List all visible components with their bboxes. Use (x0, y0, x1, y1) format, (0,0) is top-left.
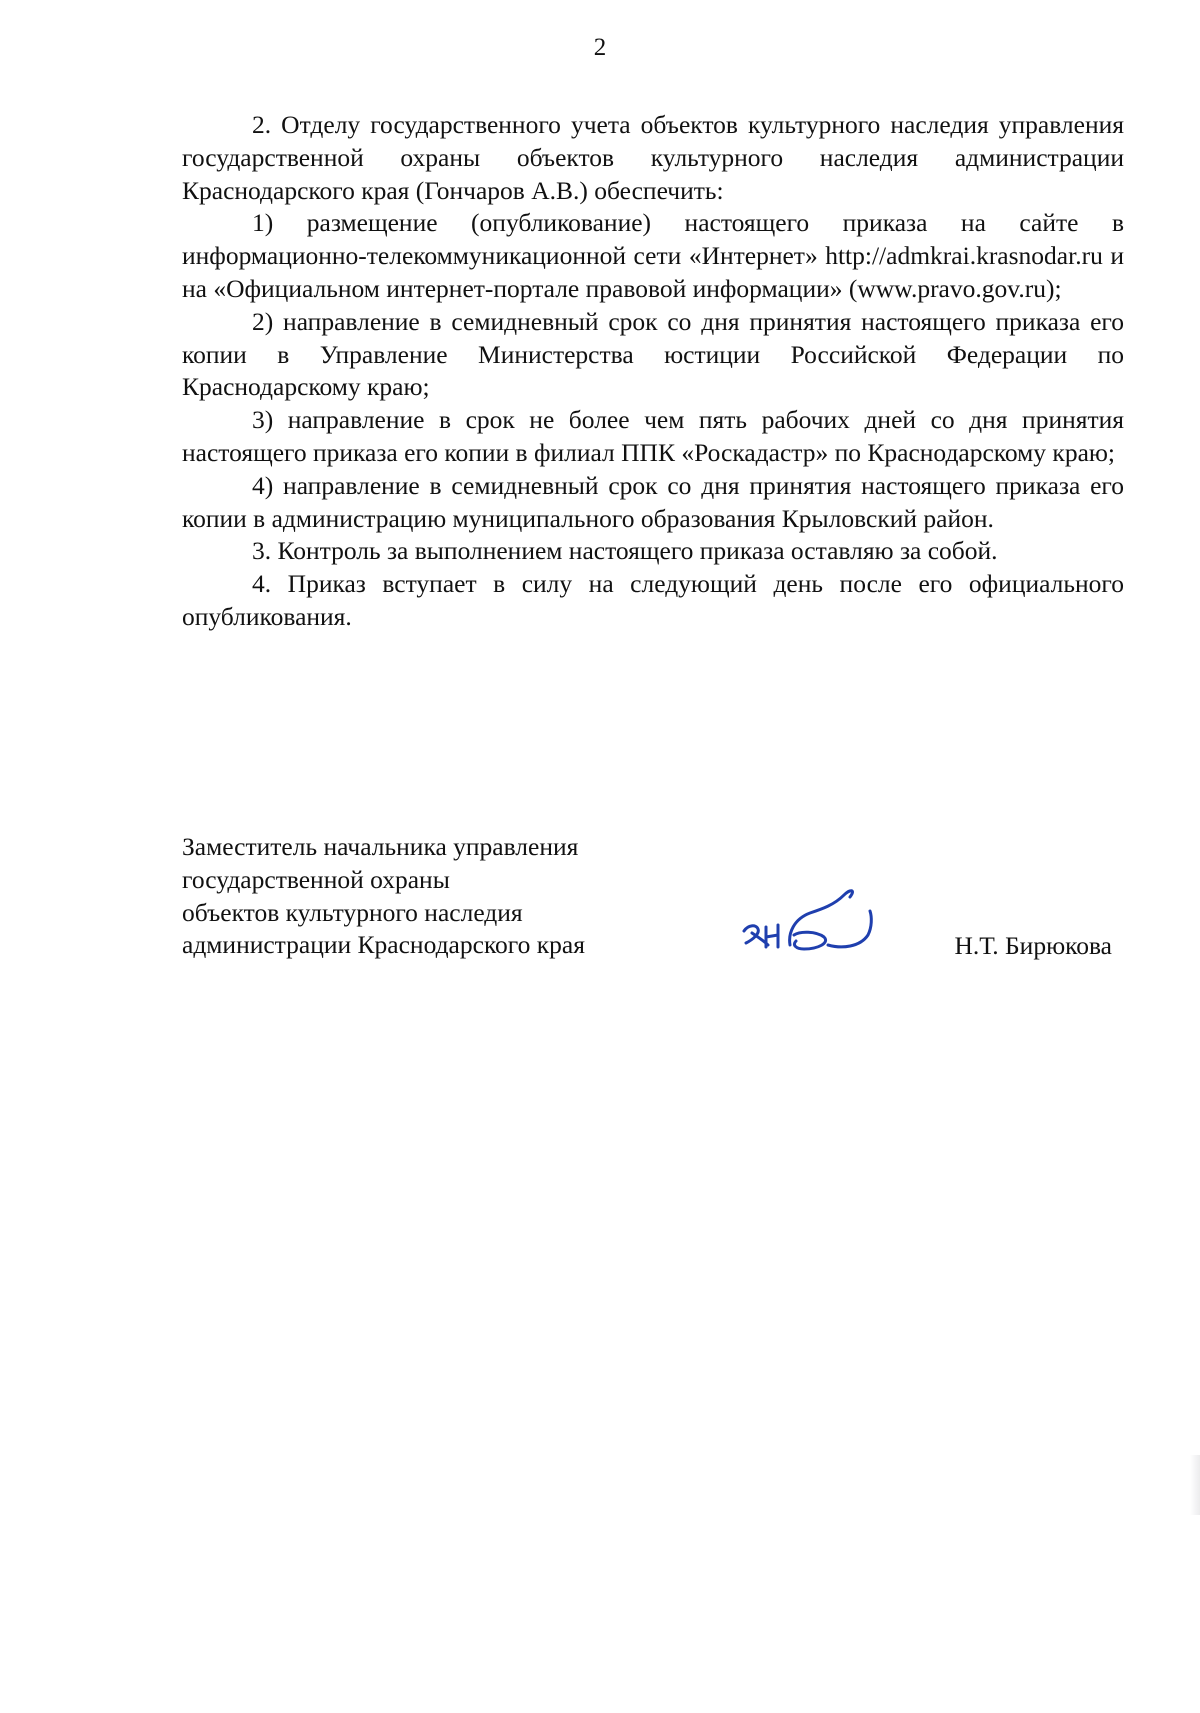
position-line: Заместитель начальника управления (182, 832, 579, 861)
scan-edge-shadow (1190, 1455, 1200, 1515)
signatory-position (182, 831, 642, 962)
paragraph-item-4: 4. Приказ вступает в силу на следующий день после его официального опубликования. (182, 569, 1124, 631)
signer-name: Н.Т. Бирюкова (954, 931, 1112, 960)
position-line: объектов культурного наследия (182, 897, 523, 927)
paragraph-subitem-3: 3) направление в срок не более чем пять рабочих дней со дня принятия настоящего приказа его копии в филиал ППК «Роскадастр» по Краснодарскому краю; (182, 405, 1124, 467)
document-body (182, 109, 1124, 634)
position-line: администрации Краснодарского края (182, 930, 585, 960)
handwritten-signature (738, 883, 888, 963)
paragraph-subitem-1: 1) размещение (опубликование) настоящего приказа на сайте в информационно-телекоммуникационной сети «Интернет» http://admkrai.krasnodar.ru и на «Официальном интернет-портале правовой информации» (www.pravo.gov.ru); (182, 208, 1124, 303)
paragraph-subitem-2: 2) направление в семидневный срок со дня принятия настоящего приказа его копии в Управление Министерства юстиции Российской Федерации по Краснодарскому краю; (182, 306, 1124, 402)
paragraph-subitem-4: 4) направление в семидневный срок со дня принятия настоящего приказа его копии в администрацию муниципального образования Крыловский район. (182, 470, 1124, 533)
paragraph-item-3: 3. Контроль за выполнением настоящего приказа оставляю за собой. (252, 536, 998, 566)
position-line: государственной охраны (182, 864, 450, 894)
paragraph-item-2: 2. Отделу государственного учета объектов культурного наследия управления государственной охраны объектов культурного наследия администрации Краснодарского края (Гончаров А.В.) обеспечить: (182, 110, 1124, 205)
page-number: 2 (593, 34, 607, 61)
